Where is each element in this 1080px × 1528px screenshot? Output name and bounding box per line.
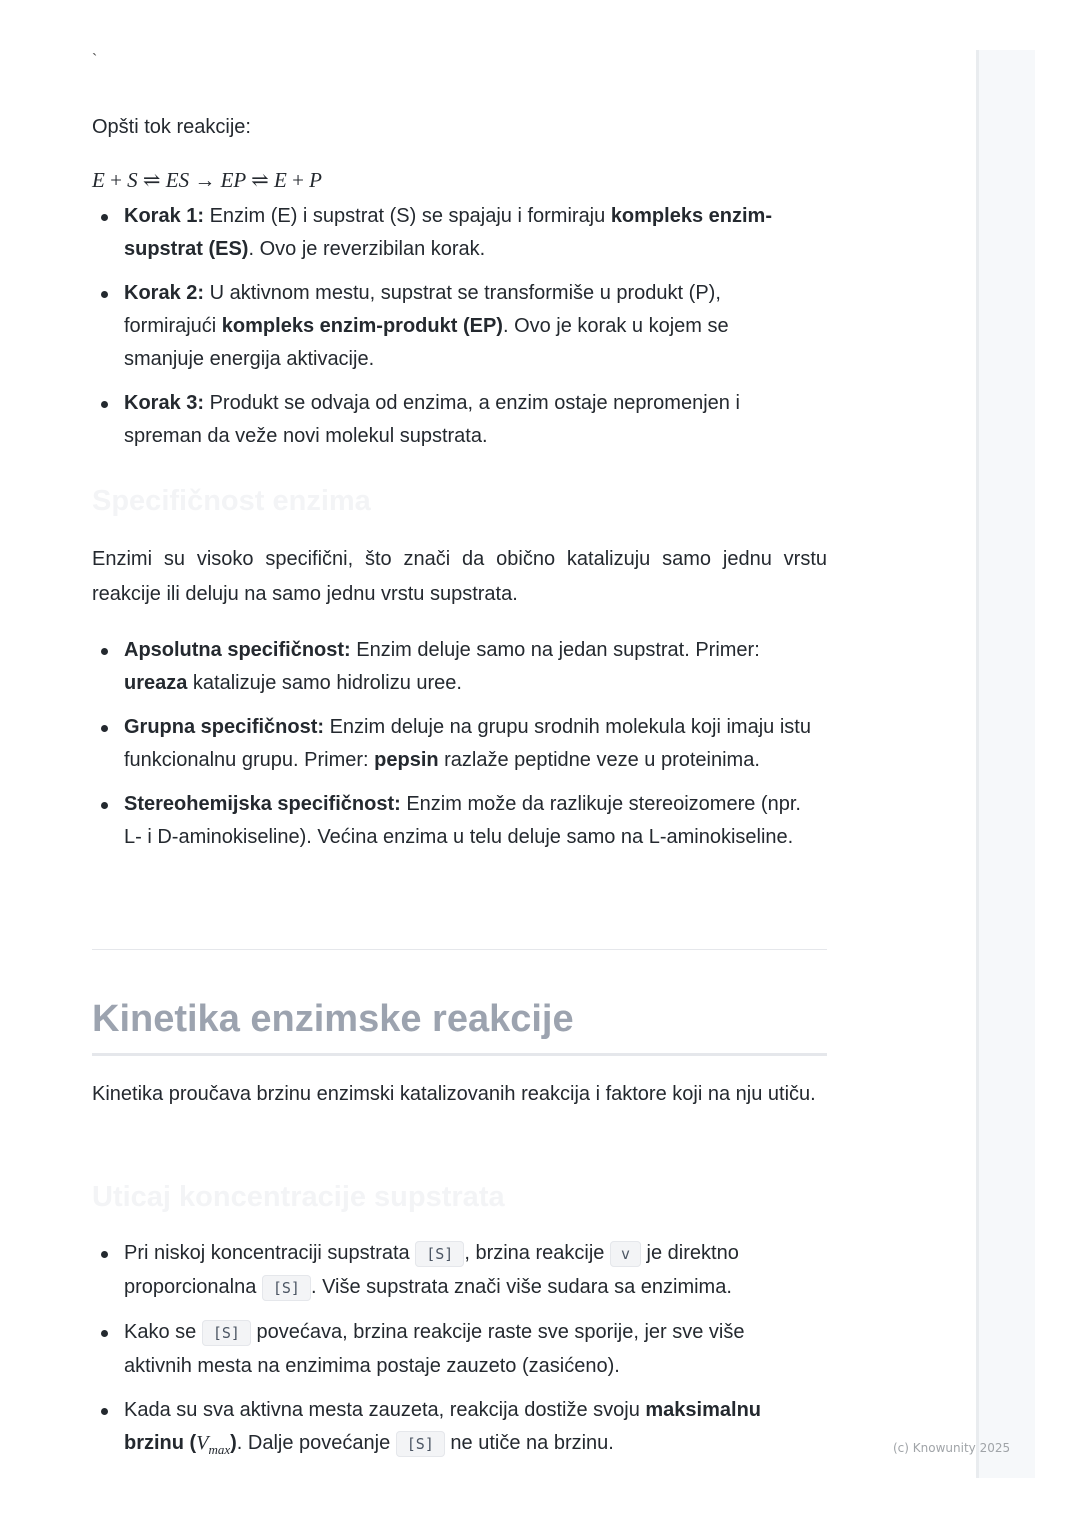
vmax-symbol: $V_{max}$: [196, 1432, 231, 1457]
specificity-list: [92, 634, 812, 865]
eq-plus: +: [292, 168, 304, 192]
eq-forward-arrow: →: [194, 168, 216, 192]
list-item: Korak 3: Produkt se odvaja od enzima, a enzim ostaje nepromenjen i spreman da veže novi molekul supstrata.: [92, 387, 812, 453]
inline-code: [S]: [396, 1431, 445, 1457]
eq-reversible-arrow: ⇌: [251, 168, 269, 192]
reaction-equation: [92, 168, 322, 193]
heading-underline: [92, 1053, 827, 1056]
substrate-list: [92, 1237, 812, 1477]
section-heading-substrate: Uticaj koncentracije supstrata: [92, 1181, 505, 1213]
list-item: Stereohemijska specifičnost: Enzim može da razlikuje stereoizomere (npr. L- i D-aminokiseline). Većina enzima u telu deluje samo na L-aminokiseline.: [92, 788, 812, 854]
stray-tick-mark: `: [92, 52, 98, 69]
eq-reversible-arrow: ⇌: [142, 168, 161, 192]
inline-code: [S]: [262, 1275, 311, 1301]
footer-credit: (c) Knowunity 2025: [893, 1441, 1011, 1455]
eq-ep-complex: EP: [220, 168, 246, 192]
list-item: Pri niskoj koncentraciji supstrata [S] , brzina reakcije v je direktno proporcionalna [S] . Više supstrata znači više sudara sa enzimima.: [92, 1237, 812, 1305]
inline-code: v: [610, 1241, 641, 1267]
eq-enzyme: E: [92, 168, 105, 192]
page-sidebar: [976, 50, 1035, 1478]
reaction-steps-list: [92, 200, 812, 464]
section-heading-specificity: Specifičnost enzima: [92, 485, 371, 517]
eq-product: P: [309, 168, 322, 192]
list-item: Kada su sva aktivna mesta zauzeta, reakcija dostiže svoju maksimalnu brzinu $(V_{max})$. Dalje povećanje [S] ne utiče na brzinu.: [92, 1394, 812, 1466]
section-heading-kinetics: Kinetika enzimske reakcije: [92, 998, 574, 1040]
inline-code: [S]: [415, 1241, 464, 1267]
section-divider: [92, 949, 827, 950]
list-item: Korak 2: U aktivnom mestu, supstrat se transformiše u produkt (P), formirajući kompleks enzim-produkt (EP). Ovo je korak u kojem se smanjuje energija aktivacije.: [92, 277, 812, 376]
eq-es-complex: ES: [165, 168, 190, 192]
eq-enzyme: E: [274, 168, 287, 192]
list-item: Kako se [S] povećava, brzina reakcije raste sve sporije, jer sve više aktivnih mesta na enzimima postaje zauzeto (zasićeno).: [92, 1316, 812, 1383]
specificity-intro: Enzimi su visoko specifični, što znači da obično katalizuju samo jednu vrstu reakcije ili deluju na samo jednu vrstu supstrata.: [92, 548, 827, 605]
list-item: Grupna specifičnost: Enzim deluje na grupu srodnih molekula koji imaju istu funkcionalnu grupu. Primer: pepsin razlaže peptidne veze u proteinima.: [92, 711, 812, 777]
eq-substrate: S: [127, 168, 138, 192]
reaction-intro: Opšti tok reakcije:: [92, 116, 251, 138]
eq-plus: +: [110, 168, 122, 192]
list-item: Apsolutna specifičnost: Enzim deluje samo na jedan supstrat. Primer: ureaza katalizuje samo hidrolizu uree.: [92, 634, 812, 700]
inline-code: [S]: [202, 1320, 251, 1346]
kinetics-intro: Kinetika proučava brzinu enzimski katalizovanih reakcija i faktore koji na nju utiču.: [92, 1083, 816, 1105]
list-item: Korak 1: Enzim (E) i supstrat (S) se spajaju i formiraju kompleks enzim-supstrat (ES). Ovo je reverzibilan korak.: [92, 200, 812, 266]
